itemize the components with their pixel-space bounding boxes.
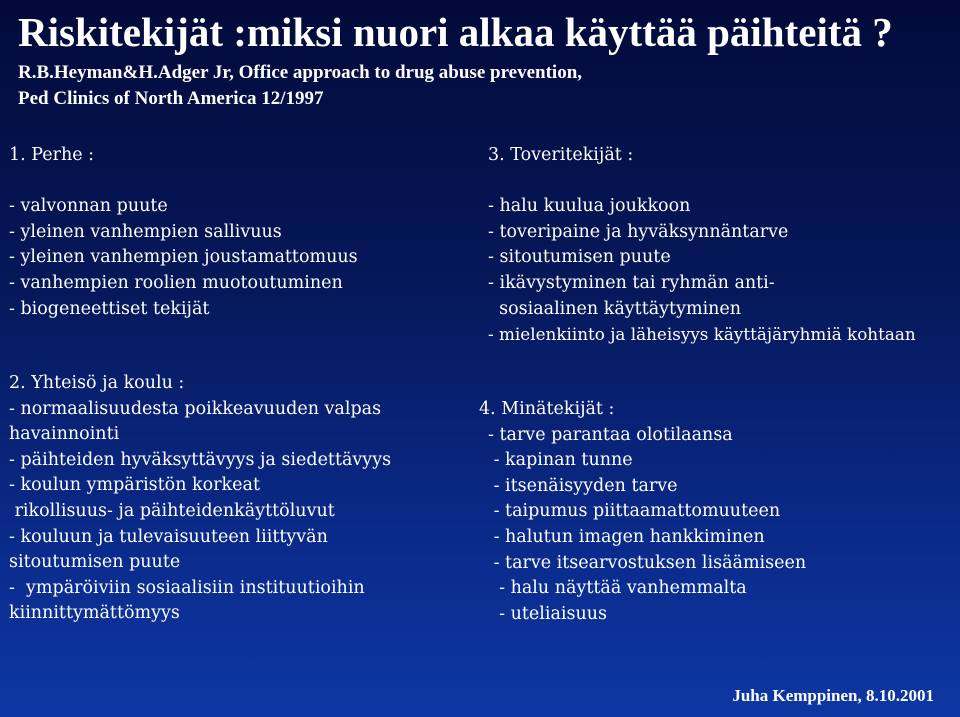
list-item: - yleinen vanhempien sallivuus [9, 221, 282, 242]
section-self [479, 397, 806, 627]
list-item: - taipumus piittaamattomuuteen [488, 501, 781, 522]
list-item: - uteliaisuus [488, 603, 607, 624]
list-item: - valvonnan puute [9, 196, 168, 217]
list-item: - biogeneettiset tekijät [9, 298, 210, 319]
reference-line: R.B.Heyman&H.Adger Jr, Office approach to drug abuse prevention, [18, 62, 583, 83]
section-heading: 3. Toveritekijät : [488, 145, 634, 165]
list-item: - halu näyttää vanhemmalta [488, 578, 747, 599]
list-item: - mielenkiinto ja läheisyys käyttäjäryhmiä kohtaan [488, 324, 916, 345]
list-item: - ympäröiviin sosiaalisiin instituutioihin [9, 577, 365, 598]
list-item: - toveripaine ja hyväksynnäntarve [488, 221, 789, 242]
list-item: - kouluun ja tulevaisuuteen liittyvän [9, 526, 328, 547]
author-date-footer: Juha Kemppinen, 8.10.2001 [732, 686, 934, 705]
list-item: - itsenäisyyden tarve [488, 475, 678, 496]
list-item: - tarve itsearvostuksen lisäämiseen [488, 552, 807, 573]
list-item: - normaalisuudesta poikkeavuuden valpas [9, 398, 382, 419]
section-peers [488, 143, 916, 348]
spacer [9, 169, 358, 195]
list-item: - ikävystyminen tai ryhmän anti- [488, 272, 775, 293]
list-item: - halu kuulua joukkoon [488, 196, 691, 217]
list-item: sitoutumisen puute [9, 552, 181, 573]
list-item: - koulun ympäristön korkeat [9, 475, 260, 496]
list-item: - kapinan tunne [488, 450, 633, 471]
spacer [488, 169, 916, 195]
list-item: kiinnittymättömyys [9, 603, 180, 624]
section-family [9, 143, 358, 322]
list-item: havainnointi [9, 424, 120, 445]
list-item: - tarve parantaa olotilaansa [488, 424, 733, 445]
list-item: - halutun imagen hankkiminen [488, 526, 765, 547]
reference-citation [18, 60, 582, 112]
list-item: - vanhempien roolien muotoutuminen [9, 272, 343, 293]
list-item: - sitoutumisen puute [488, 247, 671, 268]
list-item: - yleinen vanhempien joustamattomuus [9, 247, 358, 268]
section-community-school [9, 371, 391, 627]
list-item: sosiaalinen käyttäytyminen [488, 298, 742, 319]
slide-title: Riskitekijät :miksi nuori alkaa käyttää päihteitä ? [18, 9, 893, 55]
reference-line: Ped Clinics of North America 12/1997 [18, 88, 324, 109]
list-item: rikollisuus- ja päihteidenkäyttöluvut [9, 500, 335, 521]
section-heading: 1. Perhe : [9, 145, 95, 165]
section-heading: 4. Minätekijät : [479, 399, 615, 419]
section-heading: 2. Yhteisö ja koulu : [9, 373, 185, 393]
list-item: - päihteiden hyväksyttävyys ja siedettävyys [9, 449, 392, 470]
